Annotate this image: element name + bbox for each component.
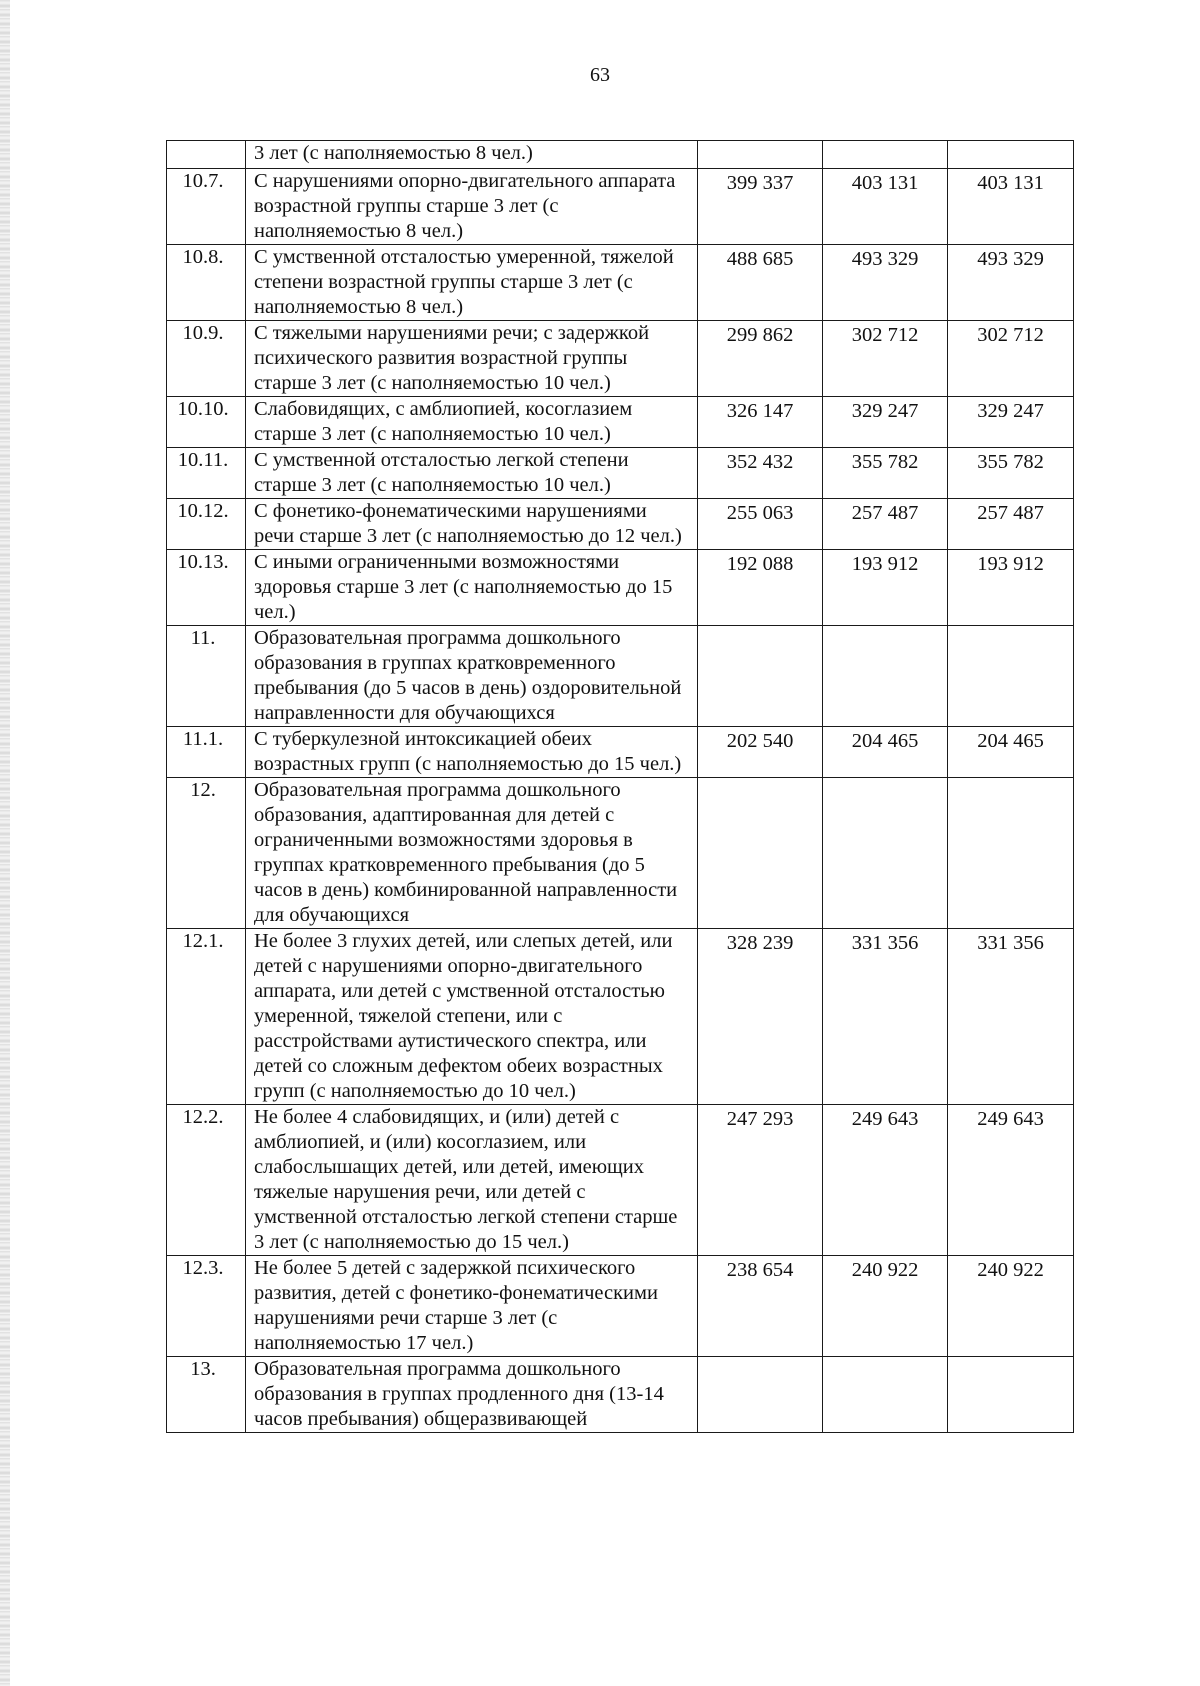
scan-edge [0, 0, 10, 1686]
value-cell-col3: 193 912 [948, 550, 1074, 626]
value-cell-col2: 493 329 [823, 245, 948, 321]
table-row [167, 499, 1074, 550]
value-cell-col3: 355 782 [948, 448, 1074, 499]
table-row [167, 929, 1074, 1105]
value-cell-col1: 488 685 [698, 245, 823, 321]
row-name-cell: С тяжелыми нарушениями речи; с задержкой психического развития возрастной группы старше 3 лет (с наполняемостью 10 чел.) [246, 321, 698, 397]
value-cell-col3: 329 247 [948, 397, 1074, 448]
row-name-cell: Образовательная программа дошкольного образования в группах кратковременного пребывания (до 5 часов в день) оздоровительной направленности для обучающихся [246, 626, 698, 727]
value-cell-col2: 249 643 [823, 1105, 948, 1256]
row-number-cell: 10.11. [167, 448, 246, 499]
row-name-cell: С нарушениями опорно-двигательного аппарата возрастной группы старше 3 лет (с наполняемостью 8 чел.) [246, 169, 698, 245]
table-row [167, 778, 1074, 929]
row-name-cell: С иными ограниченными возможностями здоровья старше 3 лет (с наполняемостью до 15 чел.) [246, 550, 698, 626]
value-cell-col3 [948, 1357, 1074, 1433]
row-number-cell: 12.1. [167, 929, 246, 1105]
value-cell-col2: 193 912 [823, 550, 948, 626]
value-cell-col1: 247 293 [698, 1105, 823, 1256]
value-cell-col3: 240 922 [948, 1256, 1074, 1357]
value-cell-col3: 403 131 [948, 169, 1074, 245]
table-row [167, 321, 1074, 397]
row-number-cell: 12. [167, 778, 246, 929]
row-name-cell: Не более 5 детей с задержкой психического развития, детей с фонетико-фонематическими нарушениями речи старше 3 лет (с наполняемостью 17 чел.) [246, 1256, 698, 1357]
row-number-cell: 10.12. [167, 499, 246, 550]
value-cell-col1 [698, 778, 823, 929]
value-cell-col1: 192 088 [698, 550, 823, 626]
value-cell-col2: 257 487 [823, 499, 948, 550]
row-number-cell: 13. [167, 1357, 246, 1433]
value-cell-col1: 238 654 [698, 1256, 823, 1357]
row-name-cell: Образовательная программа дошкольного образования, адаптированная для детей с ограниченными возможностями здоровья в группах кратковременного пребывания (до 5 часов в день) комбинированной направленности для обучающихся [246, 778, 698, 929]
row-name-cell: С фонетико-фонематическими нарушениями речи старше 3 лет (с наполняемостью до 12 чел.) [246, 499, 698, 550]
value-cell-col1: 328 239 [698, 929, 823, 1105]
value-cell-col1 [698, 626, 823, 727]
value-cell-col3 [948, 626, 1074, 727]
value-cell-col2 [823, 778, 948, 929]
value-cell-col3: 257 487 [948, 499, 1074, 550]
table-row [167, 727, 1074, 778]
value-cell-col1: 202 540 [698, 727, 823, 778]
row-number-cell: 11. [167, 626, 246, 727]
row-name-cell: С умственной отсталостью умеренной, тяжелой степени возрастной группы старше 3 лет (с наполняемостью 8 чел.) [246, 245, 698, 321]
tariff-table [166, 140, 1074, 1433]
value-cell-col1: 299 862 [698, 321, 823, 397]
table-body [167, 141, 1074, 1433]
value-cell-col3: 204 465 [948, 727, 1074, 778]
value-cell-col3: 331 356 [948, 929, 1074, 1105]
value-cell-col1: 399 337 [698, 169, 823, 245]
row-name-cell: Образовательная программа дошкольного образования в группах продленного дня (13-14 часов пребывания) общеразвивающей [246, 1357, 698, 1433]
value-cell-col2: 204 465 [823, 727, 948, 778]
value-cell-col3: 302 712 [948, 321, 1074, 397]
table-row [167, 141, 1074, 169]
row-name-cell: Не более 3 глухих детей, или слепых детей, или детей с нарушениями опорно-двигательного аппарата, или детей с умственной отсталостью умеренной, тяжелой степени, или с расстройствами аутистического спектра, или детей со сложным дефектом обеих возрастных групп (с наполняемостью до 10 чел.) [246, 929, 698, 1105]
table-row [167, 245, 1074, 321]
row-name-cell: Не более 4 слабовидящих, и (или) детей с амблиопией, и (или) косоглазием, или слабослышащих детей, или детей, имеющих тяжелые нарушения речи, или детей с умственной отсталостью легкой степени старше 3 лет (с наполняемостью до 15 чел.) [246, 1105, 698, 1256]
row-number-cell: 10.7. [167, 169, 246, 245]
value-cell-col3 [948, 141, 1074, 169]
table-row [167, 169, 1074, 245]
value-cell-col2: 403 131 [823, 169, 948, 245]
value-cell-col2: 302 712 [823, 321, 948, 397]
value-cell-col1 [698, 1357, 823, 1433]
value-cell-col3: 249 643 [948, 1105, 1074, 1256]
row-number-cell: 10.8. [167, 245, 246, 321]
value-cell-col3 [948, 778, 1074, 929]
table-row [167, 1357, 1074, 1433]
value-cell-col1 [698, 141, 823, 169]
table-row [167, 1105, 1074, 1256]
table-row [167, 397, 1074, 448]
value-cell-col2: 240 922 [823, 1256, 948, 1357]
value-cell-col2 [823, 626, 948, 727]
table-row [167, 1256, 1074, 1357]
value-cell-col2: 331 356 [823, 929, 948, 1105]
row-number-cell [167, 141, 246, 169]
row-number-cell: 11.1. [167, 727, 246, 778]
page-number: 63 [590, 64, 610, 86]
value-cell-col2: 329 247 [823, 397, 948, 448]
value-cell-col1: 326 147 [698, 397, 823, 448]
table-row [167, 626, 1074, 727]
row-number-cell: 10.10. [167, 397, 246, 448]
value-cell-col2 [823, 1357, 948, 1433]
row-number-cell: 10.9. [167, 321, 246, 397]
value-cell-col2 [823, 141, 948, 169]
row-number-cell: 12.3. [167, 1256, 246, 1357]
row-number-cell: 12.2. [167, 1105, 246, 1256]
value-cell-col1: 255 063 [698, 499, 823, 550]
row-number-cell: 10.13. [167, 550, 246, 626]
row-name-cell: 3 лет (с наполняемостью 8 чел.) [246, 141, 698, 169]
value-cell-col1: 352 432 [698, 448, 823, 499]
table-row [167, 448, 1074, 499]
row-name-cell: С умственной отсталостью легкой степени старше 3 лет (с наполняемостью 10 чел.) [246, 448, 698, 499]
value-cell-col2: 355 782 [823, 448, 948, 499]
value-cell-col3: 493 329 [948, 245, 1074, 321]
row-name-cell: Слабовидящих, с амблиопией, косоглазием старше 3 лет (с наполняемостью 10 чел.) [246, 397, 698, 448]
row-name-cell: С туберкулезной интоксикацией обеих возрастных групп (с наполняемостью до 15 чел.) [246, 727, 698, 778]
table-row [167, 550, 1074, 626]
